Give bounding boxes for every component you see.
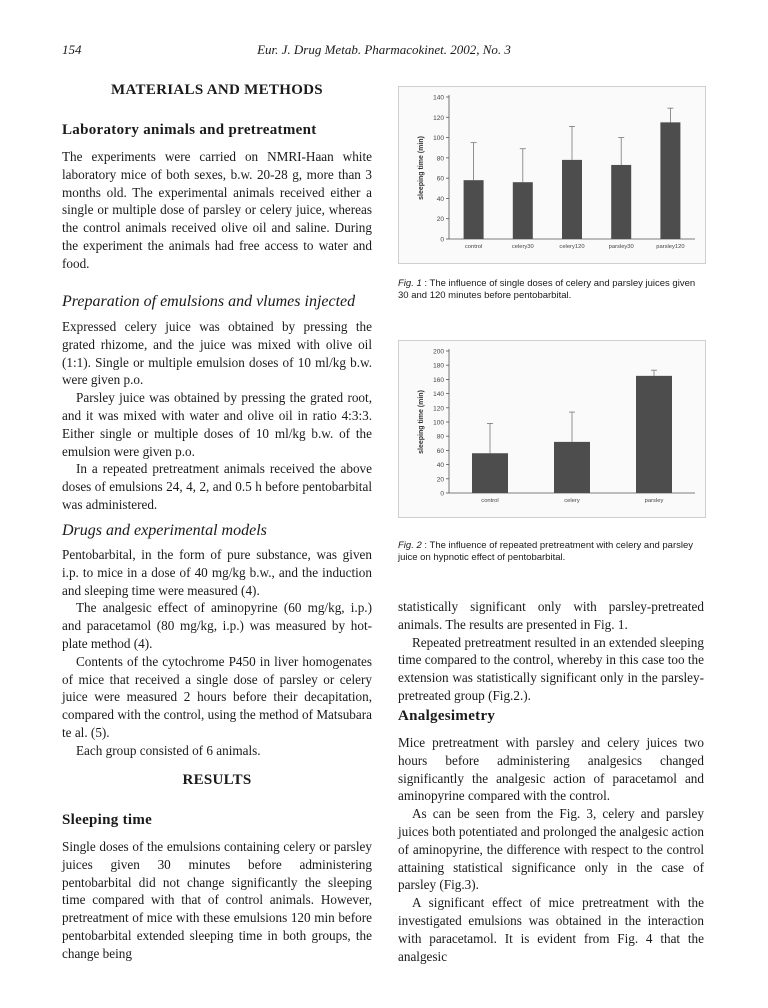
results-heading: RESULTS bbox=[182, 772, 252, 788]
y-tick-label: 80 bbox=[436, 155, 444, 163]
drugs-p1: Pentobarbital, in the form of pure substance, was given i.p. to mice in a dose of 40 mg/kg b.w., and the induction and sleeping time were measured (4). bbox=[62, 547, 372, 598]
bar bbox=[464, 180, 484, 239]
analg-p3: A significant effect of mice pretreatment with the investigated emulsions was obtained in the interaction with paracetamol. It is evident from Fig. 4 that the analgesic bbox=[398, 895, 704, 964]
bar bbox=[562, 160, 582, 239]
bar bbox=[513, 182, 533, 239]
y-tick-label: 140 bbox=[433, 94, 444, 102]
bar bbox=[554, 442, 590, 493]
sleep-heading: Sleeping time bbox=[62, 812, 153, 828]
results-continued bbox=[398, 598, 704, 705]
prep-heading: Preparation of emulsions and vlumes injected bbox=[62, 293, 356, 310]
bar bbox=[660, 122, 680, 239]
y-axis-label: sleeping time (min) bbox=[418, 390, 425, 454]
figure-1-caption bbox=[398, 278, 704, 302]
y-tick-label: 140 bbox=[433, 391, 444, 399]
x-tick-label: control bbox=[481, 498, 499, 504]
prep-p3: In a repeated pretreatment animals received the above doses of emulsions 24, 4, 2, and 0.5 h before pentobarbital was administered. bbox=[62, 461, 372, 512]
y-tick-label: 0 bbox=[440, 490, 444, 498]
figure-1-label: Fig. 1 bbox=[398, 278, 422, 289]
x-tick-label: celery bbox=[564, 498, 580, 504]
y-tick-label: 40 bbox=[436, 195, 444, 203]
analg-heading: Analgesimetry bbox=[398, 708, 496, 724]
y-tick-label: 160 bbox=[433, 376, 444, 384]
figure-2 bbox=[398, 340, 706, 518]
y-tick-label: 60 bbox=[436, 447, 444, 455]
page-number: 154 bbox=[62, 42, 82, 57]
x-tick-label: celery120 bbox=[559, 244, 585, 250]
bar bbox=[472, 453, 508, 493]
materials-heading: MATERIALS AND METHODS bbox=[111, 82, 323, 98]
drugs-p3: Contents of the cytochrome P450 in liver homogenates of mice that received a single dose of parsley or celery juice were measured 2 hours before their decapitation, compared with the control, using the method of Matsubara te al. (5). bbox=[62, 653, 372, 740]
figure-2-chart bbox=[399, 341, 705, 517]
results-cont-p2: Repeated pretreatment resulted in an extended sleeping time compared to the control, whereby in this case too the extension was statistically significant only in the parsley-pretreated group (Fig.2.). bbox=[398, 634, 704, 703]
y-axis-label: sleeping time (min) bbox=[418, 136, 425, 200]
y-tick-label: 200 bbox=[433, 348, 444, 356]
analg-paragraphs bbox=[398, 734, 704, 965]
analg-p1: Mice pretreatment with parsley and celery juices two hours before administering analgesics changed significantly the analgesic action of paracetamol and aminopyrine compared with the control. bbox=[398, 735, 704, 804]
x-tick-label: parsley bbox=[644, 498, 664, 504]
x-tick-label: parsley30 bbox=[608, 244, 634, 250]
y-tick-label: 80 bbox=[436, 433, 444, 441]
figure-2-label: Fig. 2 bbox=[398, 540, 422, 551]
results-cont-p1: statistically significant only with parsley-pretreated animals. The results are presented in Fig. 1. bbox=[398, 599, 704, 632]
drugs-p2: The analgesic effect of aminopyrine (60 mg/kg, i.p.) and paracetamol (80 mg/kg, i.p.) was measured by hot-plate method (4). bbox=[62, 600, 372, 651]
drugs-paragraphs bbox=[62, 546, 372, 760]
y-tick-label: 20 bbox=[436, 476, 444, 484]
analg-p2: As can be seen from the Fig. 3, celery and parsley juices both potentiated and prolonged the analgesic action of aminopyrine, the difference with respect to the control attaining statistical significance only in the case of parsley (Fig.3). bbox=[398, 806, 704, 893]
y-tick-label: 120 bbox=[433, 114, 444, 122]
sleep-paragraph bbox=[62, 838, 372, 963]
y-tick-label: 100 bbox=[433, 135, 444, 143]
prep-p1: Expressed celery juice was obtained by pressing the grated rhizome, and the juice was mixed with olive oil (1:1). Single or multiple emulsion doses of 10 ml/kg b.w. were given p.o. bbox=[62, 319, 372, 388]
prep-paragraphs bbox=[62, 318, 372, 514]
sleep-text: Single doses of the emulsions containing celery or parsley juices given 30 minutes before administering pentobarbital did not change significantly the sleeping time compared with that of control animals. However, pretreatment of mice with these emulsions 120 min before pentobarbital extended sleeping time in both groups, the change being bbox=[62, 839, 372, 961]
lab-paragraph bbox=[62, 148, 372, 273]
y-tick-label: 180 bbox=[433, 362, 444, 370]
journal-header: Eur. J. Drug Metab. Pharmacokinet. 2002, No. 3 bbox=[257, 42, 511, 57]
drugs-p4: Each group consisted of 6 animals. bbox=[76, 742, 261, 758]
x-tick-label: control bbox=[464, 244, 483, 250]
y-tick-label: 120 bbox=[433, 405, 444, 413]
y-tick-label: 100 bbox=[433, 419, 444, 427]
figure-1-chart bbox=[399, 87, 705, 263]
figure-1 bbox=[398, 86, 706, 264]
y-tick-label: 20 bbox=[436, 216, 444, 224]
figure-2-caption bbox=[398, 540, 704, 564]
figure-1-caption-text: : The influence of single doses of celery and parsley juices given 30 and 120 minutes before pentobarbital. bbox=[398, 278, 696, 301]
drugs-heading: Drugs and experimental models bbox=[62, 522, 267, 539]
x-tick-label: parsley120 bbox=[656, 244, 685, 250]
bar bbox=[611, 165, 631, 239]
lab-text: The experiments were carried on NMRI-Haan white laboratory mice of both sexes, b.w. 20-28 g, more than 3 months old. The experimental animals received either a single or multiple dose of parsley or celery juice, whereas the control animals received olive oil and saline. During the experiment the animals had free access to water and food. bbox=[62, 149, 372, 271]
lab-heading: Laboratory animals and pretreatment bbox=[62, 122, 317, 138]
y-tick-label: 40 bbox=[436, 462, 444, 470]
figure-2-caption-text: : The influence of repeated pretreatment with celery and parsley juice on hypnotic effect of pentobarbital. bbox=[398, 540, 694, 563]
bar bbox=[636, 376, 672, 493]
prep-p2: Parsley juice was obtained by pressing the grated root, and it was mixed with water and olive oil in ratio 4:3:3. Either single or multiple doses of 10 ml/kg b.w. of the emulsion were given p.o. bbox=[62, 390, 372, 459]
y-tick-label: 0 bbox=[440, 236, 444, 244]
y-tick-label: 60 bbox=[436, 175, 444, 183]
x-tick-label: celery30 bbox=[511, 244, 534, 250]
